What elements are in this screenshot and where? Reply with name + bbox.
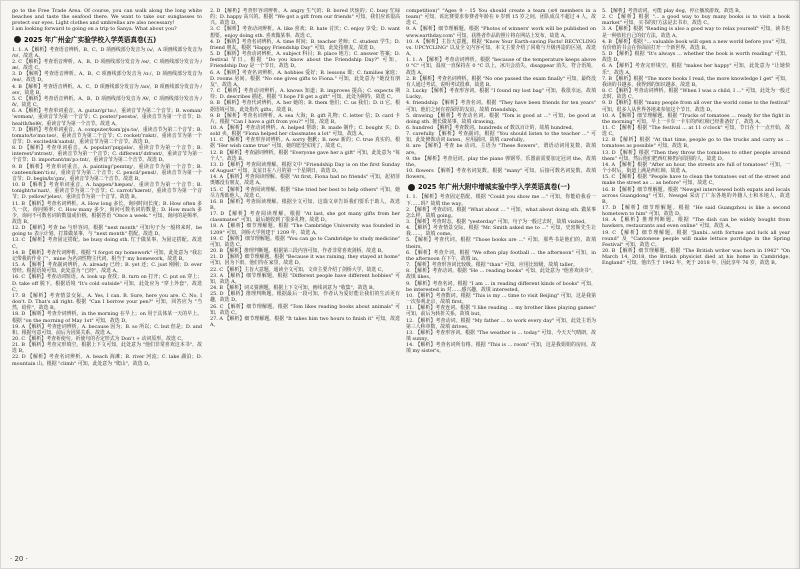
answer-explanation: 22. D 【解析】考查名词辨析。A. beach 海滩；B. river 河流；C. lake 湖泊；D. mountain 山。根据 "climb" 可知，此处意为 "爬山"，故选 D。 xyxy=(12,354,202,367)
answer-explanation: 10. A 【解析】主旨大意题。根据 "Know Your Earth-saving Facts! RECYCLING vs. UPCYCLING" 以及全文内容可知，本文主要介绍了回收与升级再造的区别，故选 A。 xyxy=(406,38,596,58)
section-badge-icon xyxy=(14,36,21,43)
answer-explanation: 3. Lucky 【解析】考查形容词。根据 "I found my lost bag" 可知，我很幸运，故填 Lucky。 xyxy=(406,88,596,101)
answer-explanation: 5. D 【解析】根据 "It's always ... whether the book is worth reading" 可知，故选 D。 xyxy=(602,51,790,64)
answer-explanation: 12. B 【解析】考查副词辨析。根据 "Everyone gave her a gift" 可知，此处意为 "每个人"，故选 B。 xyxy=(210,149,400,162)
answer-explanation: 21. D 【解析】细节理解题。根据 "Because it was raining, they stayed at home" 可知，因为下雨，他们待在家里，故选 D。 xyxy=(210,254,400,267)
answer-explanation: 7. D 【解析】考查单词重音。A. computer/kəmˈpjuːtə/，重读音节为第二个音节；B. tomato/təˈmɑːtəʊ/，重读音节为第二个音节；C. rocket/ˈrɒkɪt/，重读音节为第一个音节；D. excited/ɪkˈsaɪtɪd/，重读音节为第二个音节。故选 D。 xyxy=(12,126,202,145)
answer-explanation: 11. C 【解析】考查形容词辨析。A. sorry 抱歉；B. new 新的；C. true 真实的。根据 "Her wish came true" 可知，她的愿望实现了，故选 C。 xyxy=(210,137,400,150)
answer-explanation: 3. C 【解析】考查动词辨析。A. like 喜欢；B. hate 讨厌；C. enjoy 享受；D. want 想要。enjoy doing sth. 喜欢做某事，故选 C。 xyxy=(210,26,400,39)
answer-explanation: 8. 【解析】考查动词。根据 "He ... reading books" 可知，此处意为 "他喜欢读书"，故填 likes。 xyxy=(406,268,596,281)
answer-explanation: 13. 【解析】考查形容词。根据 "The weather is ... today" 可知，今天天气晴朗，故填 sunny。 xyxy=(406,329,596,342)
answer-explanation: 13. D 【解析】考查阅读理解。根据文中 "Friendship Day is on the first Sunday of August" 可知，友谊日在八月的第一个星期日，故选 D。 xyxy=(210,161,400,175)
answer-explanation: 2. C 【解析】根据 "... a good way to buy many books is to visit a book market" 可知，买书的好方法是去书市，故选 C。 xyxy=(602,14,790,27)
answer-explanation: 14. A 【解析】根据 "After an hour, the streets are full of tomatoes" 可知，一个小时后，街道上满是西红柿，故选 A。 xyxy=(602,161,790,175)
answer-explanation: 1. 1. A 【解析】考查动词辨析。根据 "because of the temperature keeps above 0 °C" 可知，温度一直保持在 0 °C 以上，冰川会消失。disappear 消失，符合语境，故选 A。 xyxy=(406,57,596,76)
answer-explanation: 20. B 【解析】细节理解题。根据 "The British writer was born in 1942" "On March 14, 2018, the British physicist died at his home in Cambridge, England" 可知，他出生于 1942 年，死于 2018 年，因此享年 76 岁，故选 B。 xyxy=(602,248,790,267)
answer-explanation: 13. D 【解析】根据 "Then they throw the tomatoes to other people around them" 可知，然后他们把西红柿扔向周围的人，故选 D。 xyxy=(602,149,790,162)
answer-explanation: 9. B 【解析】考查名词辨析。A. sea 大海；B. gift 礼物；C. letter 信；D. card 卡片。根据 "Can I have a gift from you?" 可知，故选 B。 xyxy=(210,112,400,125)
section-badge-icon xyxy=(408,184,415,191)
answer-explanation: 14. 【解析】考查名词所有格。根据 "This is ... room" 可知，这是我姐姐的房间，故填 my sister's。 xyxy=(406,342,596,355)
answer-explanation: 10. A 【解析】考查动词辨析。A. helped 帮助；B. made 制作；C. bought 买；D. sold 卖。根据 "Fiona helped her classmates a lot" 可知，故选 A。 xyxy=(210,124,400,138)
answer-explanation: 10. A 【解析】细节理解题。根据 "Trucks of tomatoes ... ready for the fight in the morning" 可知，早上一卡车一卡车的西红柿已经准备好了，故选 A。 xyxy=(602,112,790,125)
page-edge-shadow xyxy=(794,0,800,569)
answer-explanation: 27. A 【解析】细节理解题。根据 "It takes him two hours to finish it" 可知，故选 A。 xyxy=(210,315,400,328)
answer-explanation: 13. C 【解析】考查固定搭配。be busy doing sth. 忙于做某事，为固定搭配。故选 C。 xyxy=(12,237,202,250)
answer-explanation: 15. C 【解析】考查阅读理解。根据 "She tried her best to help others" 可知，她尽力帮助他人，故选 C。 xyxy=(210,186,400,199)
answer-explanation: 6. A 【解析】考查单词重音。A. guitar/ɡɪˈtɑː/，重读音节为第二个音节；B. woman/ˈwʊmən/，重读音节为第一个音节；C. poster/ˈpəʊstə/，重读音节为第一个音节；D. health/helθ/，重读音节为第一个音节。故选 A。 xyxy=(12,108,202,127)
answer-explanation: 10. 【解析】考查数词。根据 "This is my ... time to visit Beijing" 可知，这是我第一次参观北京，故填 first。 xyxy=(406,292,596,306)
answer-explanation: 18. D 【解析】考查介词辨析。in the morning 在早上；on 用于具体某一天的早上。根据 "on the morning of May 1st" 可知，故选 D。 xyxy=(12,311,202,324)
section-heading xyxy=(12,35,202,45)
answer-explanation: 11. B 【解析】考查名词辨析。A. How long 多长，询问时间长度；B. How often 多久一次，询问频率；C. How many 多少，询问可数名词的数量；D. How much 多少，询问不可数名词的数量或价格。根据答语 "Once a week." 可知，询问的是频率，故选 B。 xyxy=(12,200,202,225)
answer-explanation: 3. A 【解析】根据 "Reading is also a good way to relax yourself" 可知，读书也是一种放松自己的好方法，故选 A。 xyxy=(602,26,790,39)
answer-explanation: 8. D 【解析】考查单词重音。A. popular/ˈpɒpjələ/，重读音节为第一个音节；B. interest/ˈɪntrəst/，重读音节为第一个音节；C. different/ˈdɪfrənt/，重读音节为第一个音节；D. important/ɪmˈpɔːtnt/，重读音节为第二个音节。故选 D。 xyxy=(12,145,202,164)
section-heading xyxy=(406,182,596,192)
answer-explanation: 23. A 【解析】细节理解题。根据 "Different people have different hobbies" 可知，故选 A。 xyxy=(210,272,400,285)
answer-explanation: 6. 【解析】考查介词。根据 "We often play football ... the afternoon" 可知，in the afternoon 在下午，故填 in。 xyxy=(406,249,596,262)
answer-explanation: 10. B 【解析】考查单词重音。A. happen/ˈhæpən/，重读音节为第一个音节；B. tonight/təˈnaɪt/，重读音节为第二个音节；C. carrot/ˈkærət/，重读音节为第一个音节；D. yellow/ˈjeləʊ/，重读音节为第一个音节。故选 B。 xyxy=(12,182,202,201)
answer-explanation: 9. 【解析】考查名词。根据 "I am ... in reading different kinds of books" 可知，be interested in 对……感兴趣，故填 interested。 xyxy=(406,280,596,293)
answer-explanation: 24. B 【解析】词义猜测题。根据上下文可知，画线词意为 "收集"，故选 B。 xyxy=(210,285,378,292)
column-2 xyxy=(210,8,400,556)
answer-explanation: 16. B 【解析】考查阅读理解。根据全文可知，这篇文章告诉我们要乐于助人，故选 B。 xyxy=(210,198,400,211)
answer-explanation: 19. C 【解析】细节理解题。根据 "You can go to Cambridge to study medicine" 可知，故选 C。 xyxy=(210,235,400,248)
answer-explanation: 26. C 【解析】细节理解题。根据 "Tom likes reading books about animals" 可知，故选 C。 xyxy=(210,303,400,316)
answer-explanation: 5. C 【解析】考查语音辨析。A、B、D 项画线部分发音为 /θ/，C 项画线部分发音为 /ð/，故选 C。 xyxy=(12,95,202,109)
passage-paragraph: go to the Free Trade Area. Of course, you can walk along the long white beaches and taste the seafood there. We want to take our sunglasses to protect our eyes. Light clothes and umbrellas are also necessary! xyxy=(12,8,202,27)
answer-explanation: 2. D 【解析】考查形容词辨析。A. angry 生气的；B. bored 厌烦的；C. busy 忙碌的；D. happy 高兴的。根据 "We got a gift from our friends" 可知，我们应该很高兴。故选 D。 xyxy=(210,8,400,27)
answer-explanation: 19. A 【解析】考查连词辨析。A. because 因为；B. so 所以；C. but 但是；D. and 和。根据句意可知，前后为因果关系，故选 A。 xyxy=(12,323,202,336)
section-heading-text: 2025 年广州金广实验学校入学英语真卷(五) xyxy=(24,35,157,44)
answer-explanation: 17. D 【解析】考查阅读理解。根据 "At last, she got many gifts from her classmates" 可知，最后她收到了很多礼物，故选 D。 xyxy=(210,211,400,224)
answer-explanation: 16. B 【解析】细节理解题。根据 "Newgel interviewed both expats and locals across Guangdong" 可知，Newgel 采访了广东各地的外籍人士和本地人，故选 B。 xyxy=(602,186,790,205)
answer-explanation: 12. 【解析】考查动词。根据 "My father ... to work every day" 可知，此处主语为第三人称单数，故填 drives。 xyxy=(406,317,596,330)
answer-explanation: 9. D 【解析】根据 "many people from all over the world come to the festival" 可知，很多人从世界各地来参加这个节日，故选 D。 xyxy=(602,100,790,113)
answer-explanation: 4. B 【解析】根据 "... valuable book will open a new world before you" 可知，有价值的书会在你面前打开一个新世界，故选 B。 xyxy=(602,38,790,51)
answer-explanation: 4. 【解析】考查情景交际。根据 "Mr. Smith asked me to ..." 可知，史密斯先生让我……，故填 come。 xyxy=(406,225,596,238)
answer-explanation: 18. A 【解析】推理判断题。根据 "The dish can be widely bought from hawkers, restaurants and even online" 可知，故选 A。 xyxy=(602,217,790,230)
answer-explanation: 2. 【解析】考查动词。根据 "What about ... " 可知，what about doing sth. 做某事怎么样，故填 going。 xyxy=(406,206,596,219)
column-3 xyxy=(406,8,596,556)
answer-explanation: 6. A 【解析】考查名词辨析。A. hobbies 爱好；B. lessons 课；C. families 家庭；D. rooms 房间。根据 "No one gives gifts to Fiona." 可知，此处意为 "她没有朋友"，故选 A。 xyxy=(210,69,400,88)
answer-explanation: 7. B 【解析】根据 "The more books I read, the more knowledge I get" 可知，我读的书越多，我得到的知识越多，故选 B。 xyxy=(602,75,790,88)
answer-explanation: 9. the 【解析】考查冠词。play the piano 弹钢琴，乐器前需要加定冠词 the，故填 the。 xyxy=(406,155,596,168)
answer-explanation: 5. drawing 【解析】考查动名词。根据 "Tom is good at ..." 可知，be good at doing sth. 擅长做某事，故填 drawing。 xyxy=(406,112,596,125)
answer-explanation: 1. 1. A 【解析】考查语音辨析。B、C、D 项画线部分发音为 /ʌ/，A 项画线部分发音为 /ʊ/，故选 A。 xyxy=(12,46,202,59)
answer-explanation: 17. D 【解析】细节理解题。根据 "He said Guangzhou is like a second hometown to him" 可知，故选 D。 xyxy=(602,205,790,218)
answer-explanation: 5. D 【解析】考查动词辨析。A. subject 科目；B. place 地方；C. answer 答案；D. festival 节日。根据 "Do you know about the Friendship Day?" 可知，Friendship Day 是一个节日，故选 D。 xyxy=(210,51,400,70)
answer-explanation: 14. A 【解析】考查阅读理解。根据 "At first, Fiona had no friends" 可知，起初菲奥娜没有朋友，故选 A。 xyxy=(210,174,400,187)
answer-explanation: 8. C 【解析】考查动词辨析。根据 "When I was a child, I ..." 可知，此处为一般过去时，故选 C。 xyxy=(602,88,790,101)
answer-explanation: 9. B 【解析】考查单词重音。A. painting/ˈpeɪntɪŋ/，重读音节为第一个音节；B. canteen/kænˈtiːn/，重读音节为第二个音节；C. pencil/ˈpensl/，重读音节为第一个音节；D. begin/bɪˈɡɪn/，重读音节为第二个音节。故选 B。 xyxy=(12,163,202,182)
answer-explanation: 5. 【解析】考查动词。可能 play dog，停止播放游戏，故选 B。 xyxy=(602,8,744,14)
answer-explanation: 8. are 【解析】考查 be 动词。主语为 "These flowers"，谓语动词用复数，故填 are。 xyxy=(406,143,596,156)
answer-explanation: 14. B 【解析】考查代词辨析。根据 "I forgot my homework" 可知，此处意为 "我忘记带我的作业了"，mine 为名词性物主代词，相当于 my homework。故选 B。 xyxy=(12,249,202,262)
answer-explanation: 7. 【解析】考查形容词比较级。根据 "than" 可知，应用比较级，故填 taller。 xyxy=(406,262,578,269)
answer-explanation: 5. 【解析】考查代词。根据 "Those books are ..." 可知，那些书是他们的，故填 theirs。 xyxy=(406,237,596,250)
answer-explanation: 7. C 【解析】考查动词辨析。A. knows 知道；B. improves 提高；C. expects 期待；D. describes 描述。根据 "I hope I'll get a gift" 可知，此处为期待，故选 C。 xyxy=(210,88,400,101)
answer-explanation: 15. C 【解析】根据 "People have to clean the tomatoes out of the street and make the street as ... as before" 可知，故选 C。 xyxy=(602,174,790,187)
answer-explanation: 6. hundred 【解析】考查数词。hundreds of 数以百计的，故填 hundred。 xyxy=(406,124,577,131)
answer-explanation: 7. carefully 【解析】考查副词。根据 "You should listen to the teacher ..." 可知，此处修饰动词 listen，应用副词，故填 carefully。 xyxy=(406,131,596,144)
answer-explanation: 2. C 【解析】考查语音辨析。A、B、D 项画线部分发音为 /eɪ/，C 项画线部分发音为 /æ/，故选 C。 xyxy=(12,58,202,72)
answer-explanation: 18. A 【解析】细节理解题。根据 "The Cambridge University was founded in 1209" 可知，剑桥大学创建于 1209 年，故选 A。 xyxy=(210,223,400,236)
answer-explanation: 20. C 【解析】考查祈使句。祈使句的否定形式为 Don't + 动词原形。故选 C。 xyxy=(12,335,187,342)
answer-explanation: 8. B 【解析】考查代词辨析。A. her 她的；B. them 他们；C. us 我们；D. it 它。根据语境可知，此处指代 gifts，故选 B。 xyxy=(210,100,400,113)
answer-explanation: 21. B 【解析】考查完形填空。根据上下文可知，此处意为 "他们非常喜欢这本书"，故选 B。 xyxy=(12,342,202,355)
answer-explanation: 12. B 【解析】根据 "At that time, people go to the trucks and carry as ... tomatoes as possible" 可知，故选 B。 xyxy=(602,137,790,150)
answer-explanation: 19. C 【解析】细节理解题。根据 "Jianbi...with fortune and luck all year round" 及 "Cantonese people will make lettuce porridge in the Spring Festival" 可知，故选 C。 xyxy=(602,229,790,248)
section-heading-text: 2025 年广州大附中增城实验中学入学英语真卷(一) xyxy=(418,183,570,192)
answer-explanation: 3. 【解析】考查时态。根据 "yesterday" 可知，句子为一般过去时，故填 visited。 xyxy=(406,219,590,225)
answer-explanation: 11. C 【解析】根据 "The festival ... at 11 o'clock" 可知，节日在十一点开始，故选 C。 xyxy=(602,124,790,138)
answer-explanation: 6. A 【解析】考查完形填空。根据 "makes her happy" 可知，此处意为 "让她快乐"，故选 A。 xyxy=(602,63,790,76)
answer-explanation: 2. B 【解析】考查名词辨析。根据 "No one passed the exam finally" 可知，最终没有人通过考试，说明考试很难，故选 B。 xyxy=(406,75,596,88)
answer-explanation: 4. B 【解析】考查语音辨析。A、C、D 项画线部分发音为 /aʊ/，B 项画线部分发音为 /əʊ/，故选 B。 xyxy=(12,83,202,96)
answer-explanation: 10. flowers 【解析】考查名词复数。根据 "many" 可知，后接可数名词复数，故填 flowers。 xyxy=(406,168,596,181)
answer-explanation: 9. A 【解析】细节理解题。根据 "Photos of winners' work will be published on www.earthday.com" 可知，获胜者作品的照片将在网站上发布，故选 A。 xyxy=(406,26,596,39)
answer-explanation: 12. D 【解析】考查 be 与形容词。根据 "next month" 可知句子为一般将来时，be going to 表示计划、打算做某事，与 "next month" 搭配。故选 D。 xyxy=(12,225,202,238)
answer-explanation: 17. B 【解析】考查情景交际。A. Yes, I can. B. Sure, here you are. C. No, I don't. D. That's all right. 根据 "Can I borrow your pen?" 可知，回答应为 "当然，给你"，故选 B。 xyxy=(12,292,202,312)
answer-explanation: 20. B 【解析】推理判断题。根据第三段内容可知，作者非常喜欢剑桥，故选 B。 xyxy=(210,248,387,255)
passage-paragraph: I am looking forward to going on a trip to Sanya. What about you? xyxy=(12,26,177,33)
answer-explanation: 3. D 【解析】考查语音辨析。A、B、C 项画线部分发音为 /ɑː/，D 项画线部分发音为 /eə/，故选 D。 xyxy=(12,71,202,84)
answer-explanation: 1. 1. 【解析】考查固定搭配。根据 "Could you show me ..." 可知，你能给我看一下……吗？故填 the way。 xyxy=(406,194,596,207)
answer-explanation: 25. D 【解析】推理判断题。根据最后一段可知，作者认为爱好能让我们的生活更有趣，故选 D。 xyxy=(210,291,400,304)
answer-explanation: 4. friendship 【解析】考查名词。根据 "They have been friends for ten years" 可知，他们之间有着深厚的友谊，故填 friendship。 xyxy=(406,100,596,113)
page-number: · 20 · xyxy=(10,555,28,563)
answer-explanation: 22. C 【解析】主旨大意题。通读全文可知，文章主要介绍了剑桥大学，故选 C。 xyxy=(210,266,387,273)
answer-explanation: competition)" "Ages 9 - 15 You should create a team (≤4 members in a team)" 可知，该比赛要求参赛者年龄在 9 岁到 15 岁之间，团队成员不超过 4 人，故选 C。 xyxy=(406,8,596,27)
column-1 xyxy=(12,8,202,556)
column-4 xyxy=(602,8,790,556)
answer-explanation: 4. D 【解析】考查名词辨析。A. time 时间；B. teacher 老师；C. student 学生；D. friend 朋友。根据 "Happy Friendship Day" 可知，此处指朋友。故选 D。 xyxy=(210,38,400,51)
answer-explanation: 11. 【解析】考查连词。根据 "I like reading ... my brother likes playing games" 可知，前后为转折关系，故填 but。 xyxy=(406,305,596,318)
answer-explanation: 16. C 【解析】考查动词短语。A. look up 查找；B. turn on 打开；C. put on 穿上；D. take off 脱下。根据语境 "It's cold outside" 可知，此处应为 "穿上外套"，故选 C。 xyxy=(12,274,202,293)
answer-explanation: 15. A 【解析】考查副词辨析。A. already 已经；B. yet 还；C. just 刚刚；D. ever 曾经。根据语境可知，此处意为 "已经"，故选 A。 xyxy=(12,262,202,275)
